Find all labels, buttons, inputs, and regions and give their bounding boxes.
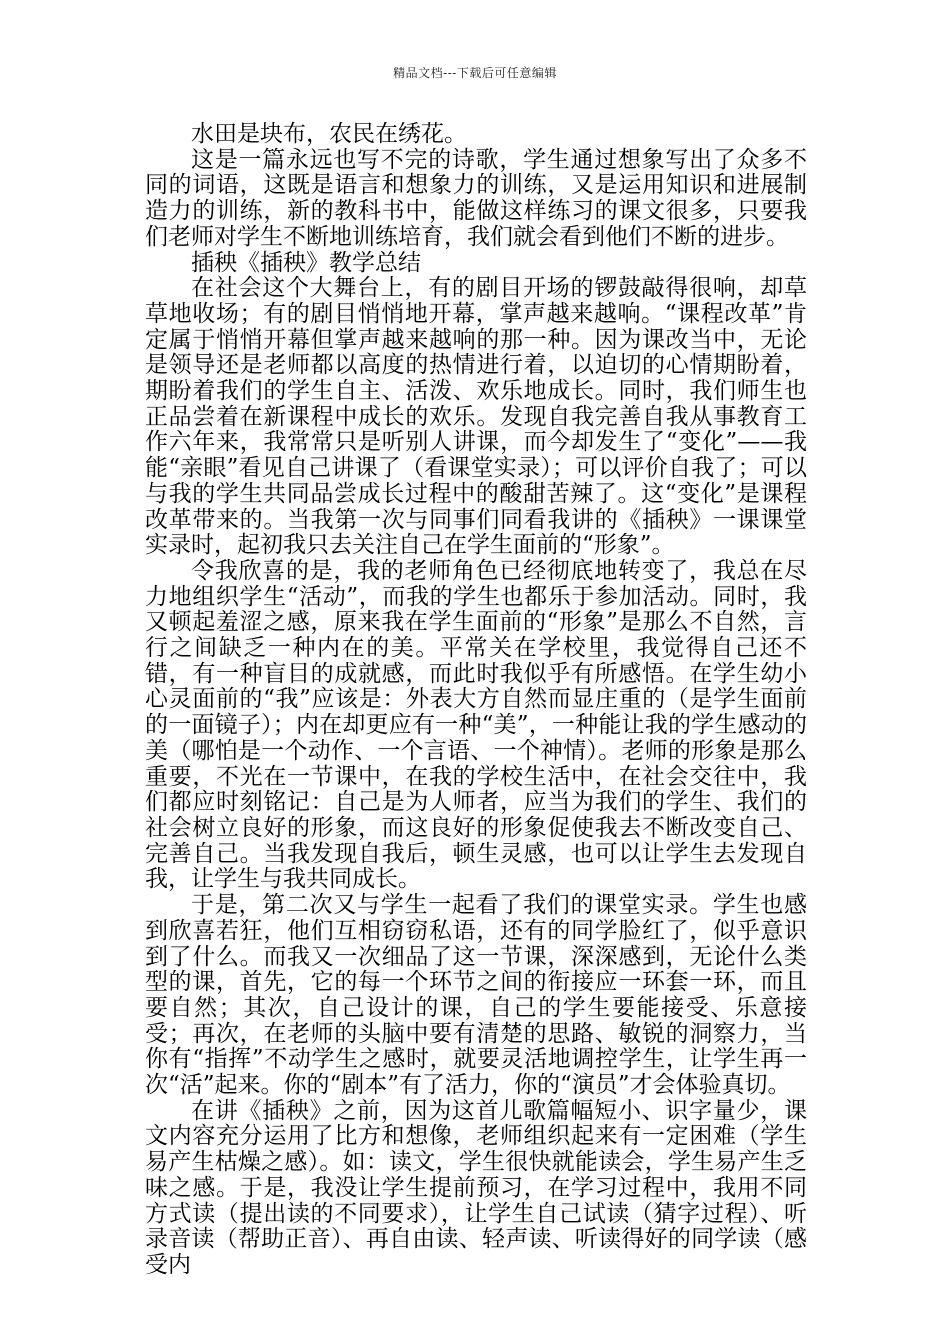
paragraph: 这是一篇永远也写不完的诗歌，学生通过想象写出了众多不同的词语，这既是语言和想象力的训练，又是运用知识和进展制造力的训练，新的教科书中，能做这样练习的课文很多，只要我们老师对学生不断地训练培育，我们就会看到他们不断的进步。	[145, 146, 807, 250]
paragraph: 于是，第二次又与学生一起看了我们的课堂实录。学生也感到欣喜若狂，他们互相窃窃私语，还有的同学脸红了，似乎意识到了什么。而我又一次细品了这一节课，深深感到，无论什么类型的课，首先，它的每一个环节之间的衔接应一环套一环，而且要自然；其次，自己设计的课，自己的学生要能接受、乐意接受；再次，在老师的头脑中要有清楚的思路、敏锐的洞察力，当你有“指挥”不动学生之感时，就要灵活地调控学生，让学生再一次“活”起来。你的“剧本”有了活力，你的“演员”才会体验真切。	[145, 892, 807, 1099]
paragraph: 在讲《插秧》之前，因为这首儿歌篇幅短小、识字量少，课文内容充分运用了比方和想像，老师组织起来有一定困难（学生易产生枯燥之感）。如：读文，学生很快就能读会，学生易产生乏味之感。于是，我没让学生提前预习，在学习过程中，我用不同方式读（提出读的不同要求），让学生自己试读（猜字过程）、听录音读（帮助正音）、再自由读、轻声读、听读得好的同学读（感受内	[145, 1097, 807, 1278]
document-body	[145, 122, 807, 1279]
paragraph: 令我欣喜的是，我的老师角色已经彻底地转变了，我总在尽力地组织学生“活动”，而我的学生也都乐于参加活动。同时，我又顿起羞涩之感，原来我在学生面前的“形象”是那么不自然，言行之间缺乏一种内在的美。平常关在学校里，我觉得自己还不错，有一种盲目的成就感，而此时我似乎有所感悟。在学生幼小心灵面前的“我”应该是：外表大方自然而显庄重的（是学生面前的一面镜子）；内在却更应有一种“美”，一种能让我的学生感动的美（哪怕是一个动作、一个言语、一个神情）。老师的形象是那么重要，不光在一节课中，在我的学校生活中，在社会交往中，我们都应时刻铭记：自己是为人师者，应当为我们的学生、我们的社会树立良好的形象，而这良好的形象促使我去不断改变自己、完善自己。当我发现自我后，顿生灵感，也可以让学生去发现自我，让学生与我共同成长。	[145, 557, 807, 893]
section-title: 插秧《插秧》教学总结	[191, 249, 421, 276]
paragraph-poem-line: 水田是块布，农民在绣花。	[191, 121, 467, 147]
page-header: 精品文档---下载后可任意编辑	[393, 66, 557, 80]
paragraph: 在社会这个大舞台上，有的剧目开场的锣鼓敲得很响，却草草地收场；有的剧目悄悄地开幕，掌声越来越响。“课程改革”肯定属于悄悄开幕但掌声越来越响的那一种。因为课改当中，无论是领导还是老师都以高度的热情进行着，以迫切的心情期盼着，期盼着我们的学生自主、活泼、欢乐地成长。同时，我们师生也正品尝着在新课程中成长的欢乐。发现自我完善自我从事教育工作六年来，我常常只是听别人讲课，而今却发生了“变化”——我能“亲眼”看见自己讲课了（看课堂实录）；可以评价自我了；可以与我的学生共同品尝成长过程中的酸甜苦辣了。这“变化”是课程改革带来的。当我第一次与同事们同看我讲的《插秧》一课课堂实录时，起初我只去关注自己在学生面前的“形象”。	[145, 275, 807, 559]
